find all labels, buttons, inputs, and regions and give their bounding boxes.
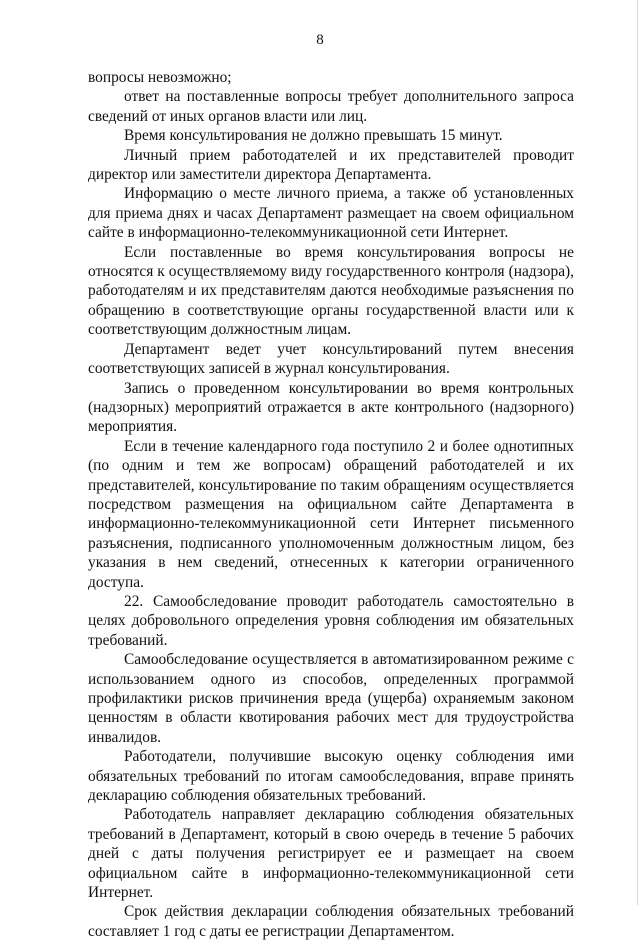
paragraph-5: Информацию о месте личного приема, а также об установленных для приема днях и часах Департамент размещает на своем официальном сайте в информационно-телекоммуникационной сети Интернет.	[88, 185, 574, 242]
paragraph-3: Время консультирования не должно превышать 15 минут.	[124, 127, 503, 145]
page-number: 8	[316, 32, 324, 48]
paragraph-2: ответ на поставленные вопросы требует дополнительного запроса сведений от иных органов власти или лиц.	[88, 88, 574, 125]
paragraph-14: Срок действия декларации соблюдения обязательных требований составляет 1 год с даты ее регистрации Департаментом.	[88, 903, 574, 940]
paragraph-6: Если поставленные во время консультирования вопросы не относятся к осуществляемому виду государственного контроля (надзора), работодателям и их представителям даются необходимые разъяснения по обращению в соответствующие органы государственной власти или к соответствующим должностным лицам.	[88, 243, 574, 339]
paragraph-9: Если в течение календарного года поступило 2 и более однотипных (по одним и тем же вопросам) обращений работодателей и их представителей, консультирование по таким обращениям осуществляется посредством размещения на официальном сайте Департамента в информационно-телекоммуникационной сети Интернет письменного разъяснения, подписанного уполномоченным должностным лицом, без указания в нем сведений, отнесенных к категории ограниченного доступа.	[88, 437, 574, 591]
paragraph-8: Запись о проведенном консультировании во время контрольных (надзорных) мероприятий отражается в акте контрольного (надзорного) мероприятия.	[88, 379, 574, 436]
paragraph-13: Работодатель направляет декларацию соблюдения обязательных требований в Департамент, который в свою очередь в течение 5 рабочих дней с даты получения регистрирует ее и размещает на своем официальном сайте в информационно-телекоммуникационной сети Интернет.	[88, 806, 574, 902]
scan-edge	[637, 0, 638, 905]
paragraph-12: Работодатели, получившие высокую оценку соблюдения ими обязательных требований по итогам самообследования, вправе принять декларацию соблюдения обязательных требований.	[88, 748, 574, 805]
document-body	[88, 68, 574, 941]
paragraph-4: Личный прием работодателей и их представителей проводит директор или заместители директора Департамента.	[88, 146, 574, 184]
paragraph-10: 22. Самообследование проводит работодатель самостоятельно в целях добровольного определения уровня соблюдения им обязательных требований.	[88, 592, 574, 649]
paragraph-1: вопросы невозможно;	[88, 69, 232, 86]
paragraph-11: Самообследование осуществляется в автоматизированном режиме с использованием одного из способов, определенных программой профилактики рисков причинения вреда (ущерба) охраняемым законом ценностям в области квотирования рабочих мест для трудоустройства инвалидов.	[88, 651, 574, 746]
paragraph-7: Департамент ведет учет консультирований путем внесения соответствующих записей в журнал консультирования.	[88, 340, 574, 378]
